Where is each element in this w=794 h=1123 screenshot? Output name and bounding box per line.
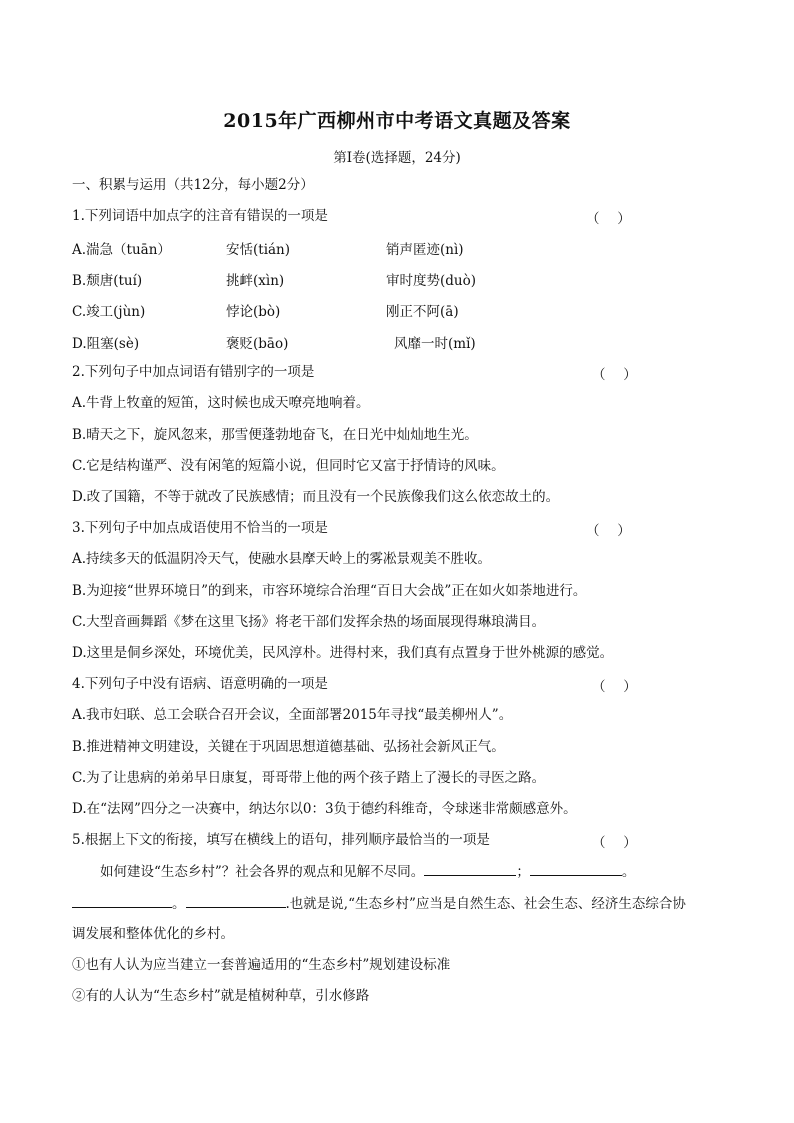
section-heading: 一、积累与运用（共12分，每小题2分） bbox=[72, 177, 314, 193]
question-4-stem: 4.下列句子中没有语病、语意明确的一项是 bbox=[72, 676, 328, 692]
q2-option-c: C.它是结构谨严、没有闲笔的短篇小说，但同时它又富于抒情诗的风味。 bbox=[72, 458, 505, 474]
q3-option-d: D.这里是侗乡深处，环境优美，民风淳朴。进得村来，我们真有点置身于世外桃源的感觉。 bbox=[72, 645, 614, 661]
page-subtitle: 第Ⅰ卷(选择题，24分) bbox=[333, 150, 461, 166]
q4-option-b: B.推进精神文明建设，关键在于巩固思想道德基础、弘扬社会新风正气。 bbox=[72, 739, 505, 755]
fill-blank-3[interactable] bbox=[72, 894, 172, 908]
q1-option-a-1: A.湍急（tuān） bbox=[72, 242, 171, 258]
page-title: 2015年广西柳州市中考语文真题及答案 bbox=[223, 110, 571, 132]
q5-separator-2: 。 bbox=[172, 896, 186, 912]
q1-option-b-2: 挑衅(xìn) bbox=[226, 273, 285, 289]
q2-option-a: A.牛背上牧童的短笛，这时候也成天嘹亮地响着。 bbox=[72, 395, 370, 411]
question-1-stem: 1.下列词语中加点字的注音有错误的一项是 bbox=[72, 208, 328, 224]
q1-option-d-2: 褒贬(bāo) bbox=[226, 336, 289, 352]
q5-passage-line-2 bbox=[72, 894, 686, 913]
q2-option-d: D.改了国籍，不等于就改了民族感情；而且没有一个民族像我们这么依恋故土的。 bbox=[72, 489, 560, 505]
q2-option-b: B.晴天之下，旋风忽来，那雪便蓬勃地奋飞，在日光中灿灿地生光。 bbox=[72, 427, 478, 443]
q1-option-b-3: 审时度势(duò) bbox=[386, 273, 476, 289]
question-1-answer-paren: （ ） bbox=[586, 211, 631, 227]
q5-passage-line-1 bbox=[100, 862, 635, 881]
q5-passage-text-2: .也就是说,“生态乡村”应当是自然生态、社会生态、经济生态综合协 bbox=[285, 896, 686, 912]
question-3-stem: 3.下列句子中加点成语使用不恰当的一项是 bbox=[72, 520, 328, 536]
question-2-answer-paren: （ ） bbox=[592, 367, 637, 383]
question-5-answer-paren: （ ） bbox=[592, 835, 637, 851]
q1-option-d-1: D.阻塞(sè) bbox=[72, 336, 140, 352]
q3-option-c: C.大型音画舞蹈《梦在这里飞扬》将老干部们发挥余热的场面展现得琳琅满目。 bbox=[72, 614, 546, 630]
q1-option-a-2: 安恬(tián) bbox=[226, 242, 291, 258]
question-3-answer-paren: （ ） bbox=[586, 523, 631, 539]
q1-option-d-3: 风靡一时(mǐ) bbox=[394, 336, 476, 352]
q4-option-a: A.我市妇联、总工会联合召开会议，全面部署2015年寻找“最美柳州人”。 bbox=[72, 707, 513, 723]
q1-option-c-2: 悖论(bò) bbox=[226, 304, 281, 320]
fill-blank-2[interactable] bbox=[530, 862, 622, 876]
q1-option-b-1: B.颓唐(tuí) bbox=[72, 273, 143, 289]
q3-option-b: B.为迎接“世界环境日”的到来，市容环境综合治理“百日大会战”正在如火如荼地进行。 bbox=[72, 583, 587, 599]
q1-option-a-3: 销声匿迹(nì) bbox=[386, 242, 464, 258]
fill-blank-1[interactable] bbox=[424, 862, 516, 876]
q3-option-a: A.持续多天的低温阴冷天气，使融水县摩天岭上的雾凇景观美不胜收。 bbox=[72, 551, 492, 567]
q5-separator-1: ； bbox=[516, 864, 530, 880]
q4-option-c: C.为了让患病的弟弟早日康复，哥哥带上他的两个孩子踏上了漫长的寻医之路。 bbox=[72, 770, 546, 786]
q5-item-2: ②有的人认为“生态乡村”就是植树种草，引水修路 bbox=[72, 988, 370, 1004]
q1-option-c-3: 刚正不阿(ā) bbox=[386, 304, 459, 320]
fill-blank-4[interactable] bbox=[186, 894, 286, 908]
question-4-answer-paren: （ ） bbox=[592, 679, 637, 695]
q5-end-1: 。 bbox=[621, 864, 636, 880]
q5-item-1: ①也有人认为应当建立一套普遍适用的“生态乡村”规划建设标准 bbox=[72, 957, 451, 973]
question-5-stem: 5.根据上下文的衔接，填写在横线上的语句，排列顺序最恰当的一项是 bbox=[72, 832, 490, 848]
question-2-stem: 2.下列句子中加点词语有错别字的一项是 bbox=[72, 364, 315, 380]
q1-option-c-1: C.竣工(jùn) bbox=[72, 304, 146, 320]
q5-passage-text-1: 如何建设“生态乡村”？社会各界的观点和见解不尽同。 bbox=[100, 864, 425, 880]
q5-passage-line-3: 调发展和整体优化的乡村。 bbox=[72, 926, 234, 942]
q4-option-d: D.在“法网”四分之一决赛中，纳达尔以0：3负于德约科维奇，令球迷非常颇感意外。 bbox=[72, 801, 577, 817]
